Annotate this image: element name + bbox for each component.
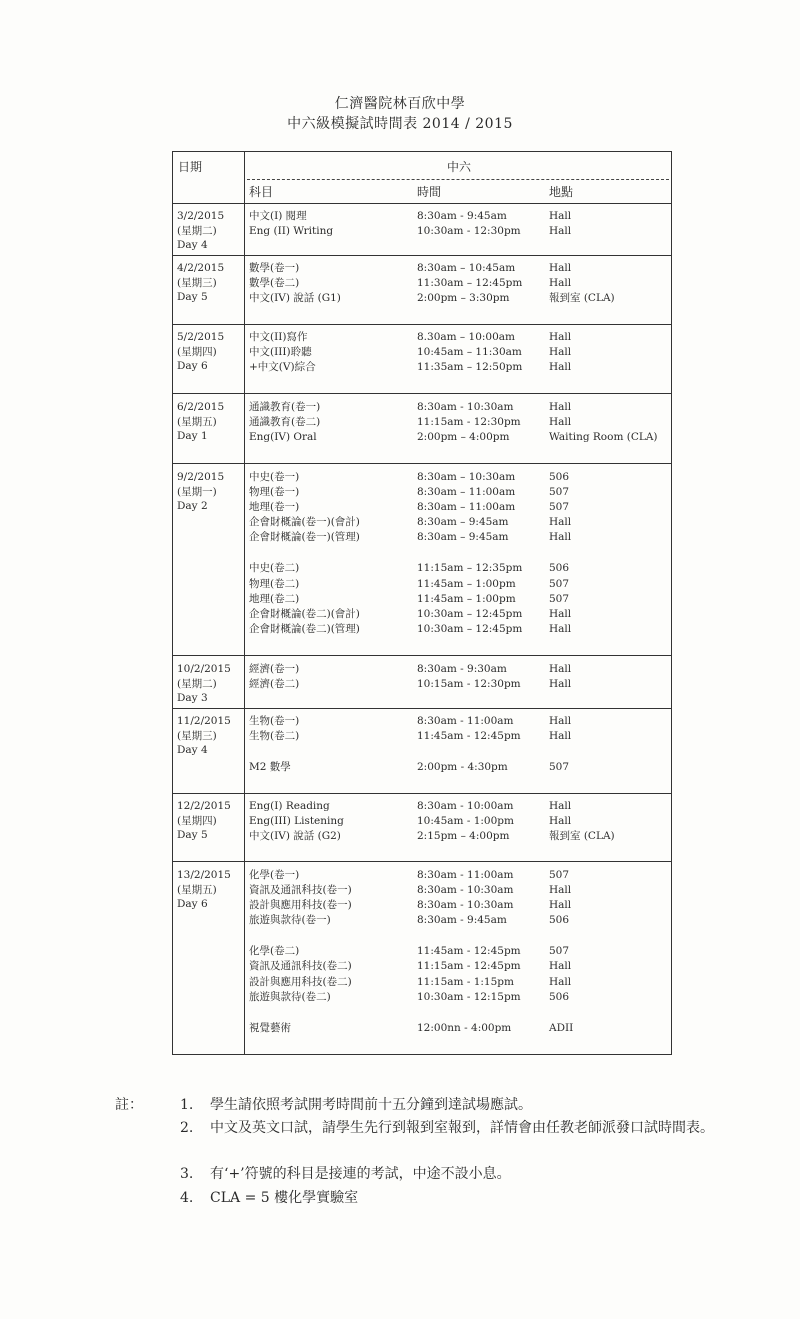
subject: 物理(卷一) bbox=[249, 486, 300, 499]
subject: 旅遊與款待(卷一) bbox=[249, 914, 331, 927]
document-title: 中六級模擬試時間表 2014 / 2015 bbox=[287, 116, 513, 132]
venue: Hall bbox=[549, 531, 572, 544]
subject: 中文(III)聆聽 bbox=[249, 346, 312, 359]
subject-column-header: 科目 bbox=[249, 185, 274, 199]
row-separator bbox=[173, 324, 671, 325]
time: 8:30am – 10:30am bbox=[417, 471, 516, 483]
subject: 經濟(卷一) bbox=[249, 663, 300, 675]
exam-row bbox=[249, 430, 671, 445]
subject: 中史(卷二) bbox=[249, 562, 300, 575]
subject: 數學(卷二) bbox=[249, 277, 300, 290]
exam-timetable bbox=[172, 151, 672, 1055]
date-column-header: 日期 bbox=[178, 160, 203, 174]
note-number: 3. bbox=[180, 1166, 194, 1182]
time: 8:30am – 9:45am bbox=[417, 531, 509, 544]
form-header: 中六 bbox=[447, 160, 472, 174]
subject: M2 數學 bbox=[249, 761, 291, 774]
subject: 通識教育(卷二) bbox=[249, 416, 321, 429]
exam-date: 5/2/2015 bbox=[177, 331, 225, 343]
time: 11:45am - 12:45pm bbox=[417, 730, 521, 743]
subject: 地理(卷二) bbox=[249, 592, 300, 605]
subject: 企會財概論(卷一)(會計) bbox=[249, 516, 360, 529]
row-separator bbox=[173, 708, 671, 709]
weekday: (星期四) bbox=[177, 814, 217, 827]
venue: Hall bbox=[549, 416, 572, 429]
venue: Hall bbox=[549, 361, 572, 374]
venue: 506 bbox=[549, 914, 570, 927]
venue: Hall bbox=[549, 678, 572, 691]
exam-row bbox=[249, 470, 671, 485]
subject: 經濟(卷二) bbox=[249, 678, 300, 691]
time: 11:45am – 1:00pm bbox=[417, 592, 516, 605]
venue: Hall bbox=[549, 975, 572, 988]
notes-label: 註： bbox=[115, 1097, 143, 1113]
venue: 507 bbox=[549, 501, 570, 514]
venue: Hall bbox=[549, 960, 572, 973]
venue: Hall bbox=[549, 225, 572, 238]
exam-row bbox=[249, 561, 671, 576]
time: 10:30am - 12:15pm bbox=[417, 990, 521, 1003]
exam-row bbox=[249, 662, 671, 677]
date-cell bbox=[177, 714, 231, 758]
exam-row bbox=[249, 530, 671, 545]
header-dashed-rule bbox=[247, 179, 669, 180]
venue: 507 bbox=[549, 869, 570, 881]
weekday: (星期二) bbox=[177, 224, 217, 237]
note-text: CLA = 5 樓化學實驗室 bbox=[210, 1190, 359, 1206]
exam-row bbox=[249, 330, 671, 345]
exam-row bbox=[249, 485, 671, 500]
subject: 生物(卷一) bbox=[249, 715, 300, 727]
subject: 企會財概論(卷二)(會計) bbox=[249, 607, 360, 620]
venue: Hall bbox=[549, 663, 572, 675]
exam-row bbox=[249, 944, 671, 959]
time: 8:30am – 11:00am bbox=[417, 501, 516, 514]
exam-row bbox=[249, 360, 671, 375]
venue: Hall bbox=[549, 346, 572, 359]
time: 10:30am – 12:45pm bbox=[417, 607, 523, 620]
subject: 中文(II)寫作 bbox=[249, 331, 308, 343]
exam-row bbox=[249, 677, 671, 692]
date-cell bbox=[177, 261, 224, 305]
cycle-day: Day 5 bbox=[177, 291, 208, 304]
subject: 資訊及通訊科技(卷二) bbox=[249, 960, 352, 973]
venue: 506 bbox=[549, 562, 570, 575]
subject: Eng (II) Writing bbox=[249, 225, 334, 238]
exam-row bbox=[249, 276, 671, 291]
weekday: (星期五) bbox=[177, 415, 217, 428]
cycle-day: Day 4 bbox=[177, 744, 208, 757]
row-separator bbox=[173, 793, 671, 794]
subject: 數學(卷一) bbox=[249, 262, 300, 274]
time: 10:15am - 12:30pm bbox=[417, 678, 521, 691]
venue: Waiting Room (CLA) bbox=[549, 431, 658, 444]
time: 8:30am - 10:30am bbox=[417, 899, 514, 912]
date-cell bbox=[177, 662, 231, 706]
subject: 設計與應用科技(卷二) bbox=[249, 975, 352, 988]
exam-row bbox=[249, 345, 671, 360]
cycle-day: Day 6 bbox=[177, 360, 208, 373]
exam-row bbox=[249, 515, 671, 530]
exam-row bbox=[249, 500, 671, 515]
exam-row bbox=[249, 975, 671, 990]
time-column-header: 時間 bbox=[417, 185, 442, 199]
subject: Eng(I) Reading bbox=[249, 800, 330, 812]
note-text: 中文及英文口試，請學生先行到報到室報到，詳情會由任教老師派發口試時間表。 bbox=[210, 1120, 714, 1136]
exam-date: 13/2/2015 bbox=[177, 869, 231, 881]
note-text: 學生請依照考試開考時間前十五分鐘到達試場應試。 bbox=[210, 1097, 532, 1113]
venue: 報到室 (CLA) bbox=[549, 830, 615, 843]
time: 8:30am – 10:45am bbox=[417, 262, 516, 274]
venue: Hall bbox=[549, 800, 572, 812]
time: 8:30am - 11:00am bbox=[417, 869, 514, 881]
venue: Hall bbox=[549, 622, 572, 635]
venue: 506 bbox=[549, 471, 570, 483]
subject: 旅遊與款待(卷二) bbox=[249, 990, 331, 1003]
venue: Hall bbox=[549, 607, 572, 620]
time: 11:15am - 12:30pm bbox=[417, 416, 521, 429]
subject: 視覺藝術 bbox=[249, 1021, 291, 1034]
exam-row bbox=[249, 990, 671, 1005]
venue: 507 bbox=[549, 486, 570, 499]
venue: Hall bbox=[549, 884, 572, 897]
exam-date: 12/2/2015 bbox=[177, 800, 231, 812]
date-cell bbox=[177, 330, 224, 374]
time: 2:00pm – 4:00pm bbox=[417, 431, 510, 444]
time: 8:30am - 10:00am bbox=[417, 800, 514, 812]
exam-row bbox=[249, 799, 671, 814]
note-number: 4. bbox=[180, 1190, 194, 1206]
time: 11:30am – 12:45pm bbox=[417, 277, 523, 290]
time: 10:30am - 12:30pm bbox=[417, 225, 521, 238]
cycle-day: Day 5 bbox=[177, 829, 208, 842]
note-text: 有‘+’符號的科目是接連的考試，中途不設小息。 bbox=[210, 1166, 511, 1182]
time: 11:45am – 1:00pm bbox=[417, 577, 516, 590]
subject: 化學(卷二) bbox=[249, 945, 300, 958]
subject: 中文(I) 閱理 bbox=[249, 210, 307, 222]
venue: Hall bbox=[549, 715, 572, 727]
exam-date: 6/2/2015 bbox=[177, 401, 225, 413]
exam-row bbox=[249, 415, 671, 430]
exam-date: 11/2/2015 bbox=[177, 715, 231, 727]
subject: 中史(卷一) bbox=[249, 471, 300, 483]
time: 11:45am - 12:45pm bbox=[417, 945, 521, 958]
subject: 企會財概論(卷二)(管理) bbox=[249, 622, 360, 635]
date-cell bbox=[177, 799, 231, 843]
weekday: (星期四) bbox=[177, 345, 217, 358]
venue: Hall bbox=[549, 210, 572, 222]
row-separator bbox=[173, 393, 671, 394]
time: 8:30am - 10:30am bbox=[417, 884, 514, 897]
time: 8:30am - 9:45am bbox=[417, 914, 507, 927]
row-separator bbox=[173, 655, 671, 656]
exam-row bbox=[249, 291, 671, 306]
weekday: (星期三) bbox=[177, 729, 217, 742]
time: 10:45am - 1:00pm bbox=[417, 815, 514, 828]
venue: 507 bbox=[549, 577, 570, 590]
exam-row bbox=[249, 1021, 671, 1036]
time: 8:30am - 10:30am bbox=[417, 401, 514, 413]
time: 8:30am - 9:45am bbox=[417, 210, 507, 222]
date-cell bbox=[177, 400, 224, 444]
date-cell bbox=[177, 470, 224, 514]
row-separator bbox=[173, 203, 671, 204]
venue: Hall bbox=[549, 730, 572, 743]
time: 11:15am - 12:45pm bbox=[417, 960, 521, 973]
venue: ADII bbox=[549, 1021, 574, 1034]
time: 11:15am – 12:35pm bbox=[417, 562, 523, 575]
venue: 507 bbox=[549, 945, 570, 958]
venue: 507 bbox=[549, 761, 570, 774]
exam-row bbox=[249, 883, 671, 898]
subject: 物理(卷二) bbox=[249, 577, 300, 590]
venue: Hall bbox=[549, 516, 572, 529]
subject: 企會財概論(卷一)(管理) bbox=[249, 531, 360, 544]
exam-row bbox=[249, 714, 671, 729]
venue: Hall bbox=[549, 815, 572, 828]
subject: Eng(III) Listening bbox=[249, 815, 344, 828]
subject: 資訊及通訊科技(卷一) bbox=[249, 884, 352, 897]
venue: Hall bbox=[549, 899, 572, 912]
exam-date: 10/2/2015 bbox=[177, 663, 231, 675]
note-number: 1. bbox=[180, 1097, 194, 1113]
venue-column-header: 地點 bbox=[549, 185, 574, 199]
column-divider bbox=[244, 152, 245, 1054]
exam-row bbox=[249, 209, 671, 224]
cycle-day: Day 4 bbox=[177, 239, 208, 252]
cycle-day: Day 2 bbox=[177, 500, 208, 513]
exam-row bbox=[249, 829, 671, 844]
subject: Eng(IV) Oral bbox=[249, 431, 317, 444]
exam-row bbox=[249, 622, 671, 637]
time: 8:30am – 11:00am bbox=[417, 486, 516, 499]
exam-row bbox=[249, 913, 671, 928]
exam-row bbox=[249, 224, 671, 239]
subject: 地理(卷一) bbox=[249, 501, 300, 514]
time: 10:45am – 11:30am bbox=[417, 346, 522, 359]
subject: 化學(卷一) bbox=[249, 869, 300, 881]
time: 2:15pm – 4:00pm bbox=[417, 830, 510, 843]
time: 2:00pm – 3:30pm bbox=[417, 292, 510, 305]
subject: 設計與應用科技(卷一) bbox=[249, 899, 352, 912]
subject: +中文(V)綜合 bbox=[249, 361, 316, 374]
exam-row bbox=[249, 959, 671, 974]
note-number: 2. bbox=[180, 1120, 194, 1136]
row-separator bbox=[173, 255, 671, 256]
weekday: (星期五) bbox=[177, 883, 217, 896]
exam-row bbox=[249, 261, 671, 276]
exam-date: 4/2/2015 bbox=[177, 262, 225, 274]
venue: 報到室 (CLA) bbox=[549, 292, 615, 305]
cycle-day: Day 1 bbox=[177, 430, 208, 443]
time: 11:35am – 12:50pm bbox=[417, 361, 523, 374]
school-name: 仁濟醫院林百欣中學 bbox=[334, 96, 466, 112]
subject: 中文(IV) 說話 (G2) bbox=[249, 830, 341, 843]
exam-row bbox=[249, 814, 671, 829]
cycle-day: Day 3 bbox=[177, 692, 208, 705]
venue: Hall bbox=[549, 331, 572, 343]
exam-row bbox=[249, 592, 671, 607]
time: 10:30am – 12:45pm bbox=[417, 622, 523, 635]
venue: 506 bbox=[549, 990, 570, 1003]
time: 12:00nn - 4:00pm bbox=[417, 1021, 512, 1034]
weekday: (星期一) bbox=[177, 485, 217, 498]
venue: Hall bbox=[549, 401, 572, 413]
time: 8:30am - 9:30am bbox=[417, 663, 507, 675]
subject: 生物(卷二) bbox=[249, 730, 300, 743]
exam-row bbox=[249, 729, 671, 744]
date-cell bbox=[177, 209, 224, 253]
exam-row bbox=[249, 868, 671, 883]
weekday: (星期三) bbox=[177, 276, 217, 289]
weekday: (星期二) bbox=[177, 677, 217, 690]
exam-date: 9/2/2015 bbox=[177, 471, 225, 483]
exam-row bbox=[249, 577, 671, 592]
venue: Hall bbox=[549, 262, 572, 274]
venue: 507 bbox=[549, 592, 570, 605]
date-cell bbox=[177, 868, 231, 912]
exam-date: 3/2/2015 bbox=[177, 210, 225, 222]
time: 8:30am – 9:45am bbox=[417, 516, 509, 529]
subject: 中文(IV) 說話 (G1) bbox=[249, 292, 341, 305]
exam-row bbox=[249, 400, 671, 415]
time: 2:00pm - 4:30pm bbox=[417, 761, 508, 774]
time: 11:15am - 1:15pm bbox=[417, 975, 514, 988]
time: 8.30am – 10:00am bbox=[417, 331, 515, 343]
time: 8:30am - 11:00am bbox=[417, 715, 514, 727]
cycle-day: Day 6 bbox=[177, 898, 208, 911]
subject: 通識教育(卷一) bbox=[249, 401, 321, 413]
exam-row bbox=[249, 760, 671, 775]
venue: Hall bbox=[549, 277, 572, 290]
exam-row bbox=[249, 898, 671, 913]
row-separator bbox=[173, 861, 671, 862]
row-separator bbox=[173, 463, 671, 464]
exam-row bbox=[249, 607, 671, 622]
